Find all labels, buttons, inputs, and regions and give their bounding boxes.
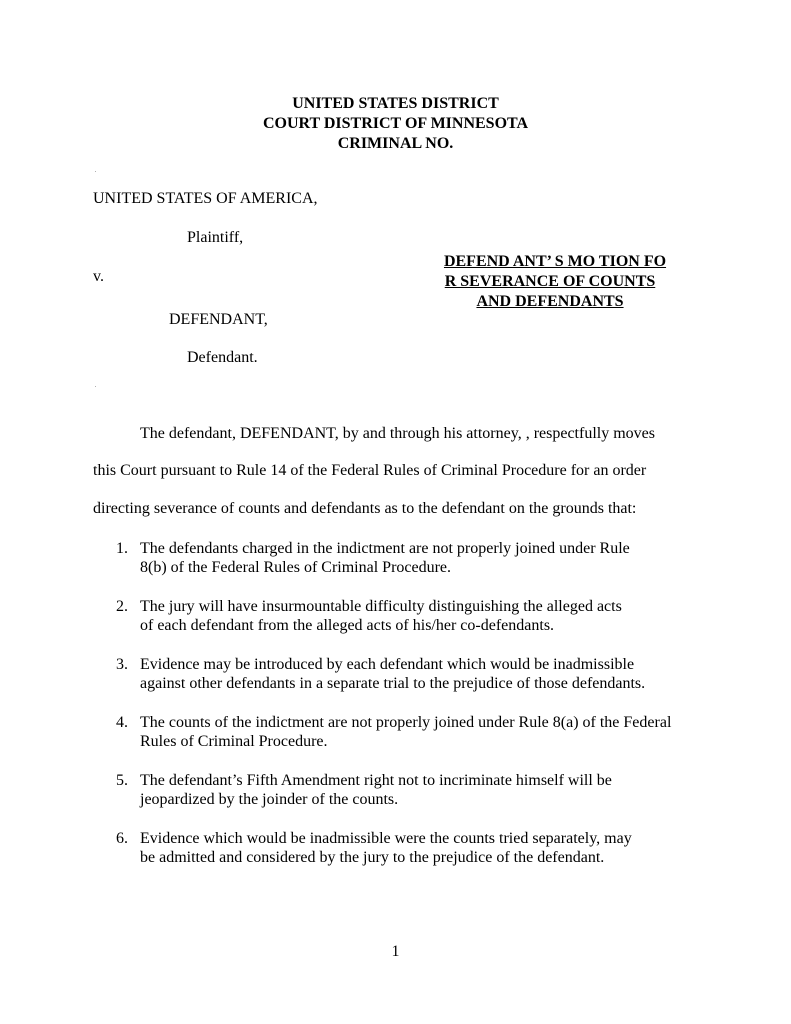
ground-number: 5. (116, 772, 128, 789)
ground-text-line-1: The defendant’s Fifth Amendment right not to incriminate himself will be (140, 772, 612, 789)
ground-text-line-1: The counts of the indictment are not properly joined under Rule 8(a) of the Federal (140, 714, 672, 731)
ground-text-line-1: Evidence which would be inadmissible were the counts tried separately, may (140, 830, 632, 847)
ground-text-line-2: of each defendant from the alleged acts of his/her co-defendants. (140, 617, 555, 634)
ground-number: 2. (116, 598, 128, 615)
defendant-role: Defendant. (187, 349, 258, 366)
ground-text-line-2: 8(b) of the Federal Rules of Criminal Procedure. (140, 559, 452, 576)
ground-text-line-2: jeopardized by the joinder of the counts. (140, 791, 399, 808)
ground-number: 3. (116, 656, 128, 673)
ground-number: 1. (116, 540, 128, 557)
ground-text-line-1: The jury will have insurmountable difficulty distinguishing the alleged acts (140, 598, 622, 615)
caption-marker (95, 171, 96, 172)
defendant-name: DEFENDANT, (169, 311, 268, 328)
court-heading-line-1: UNITED STATES DISTRICT (292, 95, 499, 112)
body-line-2: this Court pursuant to Rule 14 of the Federal Rules of Criminal Procedure for an order (93, 462, 647, 479)
versus-label: v. (93, 268, 104, 285)
plaintiff-name: UNITED STATES OF AMERICA, (93, 190, 318, 207)
motion-title-line-3: AND DEFENDANTS (476, 293, 624, 310)
page-number: 1 (391, 943, 400, 960)
motion-title-line-2: R SEVERANCE OF COUNTS (444, 273, 656, 290)
ground-text-line-2: be admitted and considered by the jury to the prejudice of the defendant. (140, 849, 605, 866)
ground-text-line-1: Evidence may be introduced by each defendant which would be inadmissible (140, 656, 635, 673)
caption-end-marker (95, 386, 96, 387)
ground-text-line-2: against other defendants in a separate trial to the prejudice of those defendants. (140, 675, 646, 692)
body-line-1: The defendant, DEFENDANT, by and through his attorney, , respectfully moves (140, 425, 655, 442)
ground-number: 4. (116, 714, 128, 731)
plaintiff-role: Plaintiff, (187, 229, 244, 246)
motion-title-line-1: DEFEND ANT’ S MO TION FO (443, 253, 667, 270)
ground-text-line-2: Rules of Criminal Procedure. (140, 733, 328, 750)
ground-text-line-1: The defendants charged in the indictment are not properly joined under Rule (140, 540, 630, 557)
ground-number: 6. (116, 830, 128, 847)
court-heading-line-2: COURT DISTRICT OF MINNESOTA (262, 115, 529, 132)
criminal-number-label: CRIMINAL NO. (337, 135, 454, 152)
body-line-3: directing severance of counts and defendants as to the defendant on the grounds that: (93, 500, 637, 517)
